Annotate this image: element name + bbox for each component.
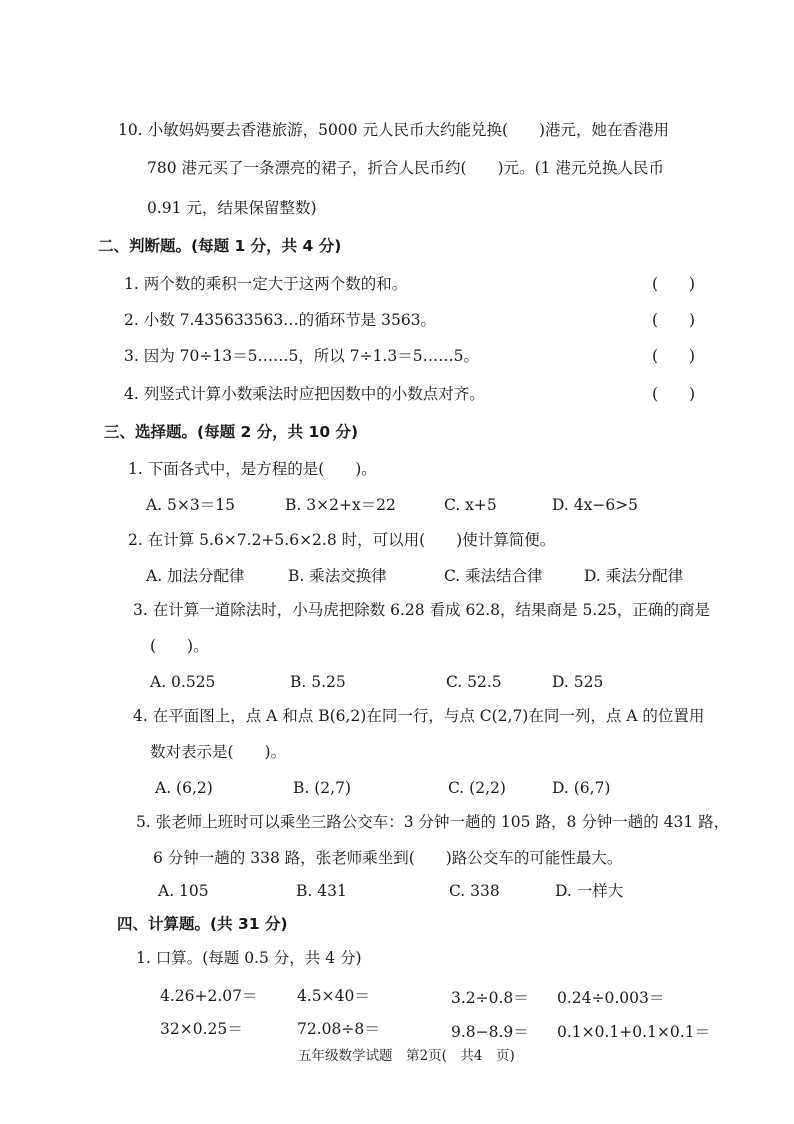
choice-q3-option-a[interactable]: A. 0.525 xyxy=(150,673,216,691)
choice-q1-stem: 1. 下面各式中，是方程的是( )。 xyxy=(128,460,377,478)
page-footer: 五年级数学试题 第2页( 共4 页) xyxy=(298,1048,515,1064)
fill-q10-line3: 0.91 元，结果保留整数) xyxy=(147,199,317,217)
judge-section-title: 二、判断题。(每题 1 分，共 4 分) xyxy=(98,237,342,255)
judge-answer-1[interactable]: ( ) xyxy=(652,275,696,293)
choice-q4-stem-line1: 4. 在平面图上，点 A 和点 B(6,2)在同一行，与点 C(2,7)在同一列，点 A 的位置用 xyxy=(133,707,705,725)
choice-q2-option-d[interactable]: D. 乘法分配律 xyxy=(584,567,684,585)
choice-q2-option-a[interactable]: A. 加法分配律 xyxy=(146,567,245,585)
choice-q2-option-c[interactable]: C. 乘法结合律 xyxy=(444,567,543,585)
calc-row1-item4: 0.24÷0.003＝ xyxy=(557,989,665,1007)
calc-row2-item4: 0.1×0.1+0.1×0.1＝ xyxy=(557,1023,711,1041)
judge-item-1: 1. 两个数的乘积一定大于这两个数的和。 xyxy=(124,275,408,293)
choice-q3-stem-line1: 3. 在计算一道除法时，小马虎把除数 6.28 看成 62.8，结果商是 5.25，正确的商是 xyxy=(133,601,710,619)
choice-q3-option-d[interactable]: D. 525 xyxy=(552,673,604,691)
choice-q3-stem-line2: ( )。 xyxy=(150,637,209,655)
fill-q10-line2: 780 港元买了一条漂亮的裙子，折合人民币约( )元。(1 港元兑换人民币 xyxy=(147,159,664,177)
calc-row2-item3: 9.8−8.9＝ xyxy=(451,1023,529,1041)
judge-item-3: 3. 因为 70÷13＝5……5，所以 7÷1.3＝5……5。 xyxy=(124,347,479,365)
choice-q3-option-b[interactable]: B. 5.25 xyxy=(290,673,346,691)
choice-q2-stem: 2. 在计算 5.6×7.2+5.6×2.8 时，可以用( )使计算简便。 xyxy=(128,531,556,549)
choice-q4-option-b[interactable]: B. (2,7) xyxy=(293,779,351,797)
choice-q5-option-b[interactable]: B. 431 xyxy=(296,882,347,900)
choice-section-title: 三、选择题。(每题 2 分，共 10 分) xyxy=(104,423,359,441)
fill-q10-line1: 10. 小敏妈妈要去香港旅游，5000 元人民币大约能兑换( )港元，她在香港用 xyxy=(118,121,670,139)
choice-q1-option-b[interactable]: B. 3×2+x＝22 xyxy=(285,496,396,514)
judge-item-4: 4. 列竖式计算小数乘法时应把因数中的小数点对齐。 xyxy=(124,385,485,403)
choice-q1-option-a[interactable]: A. 5×3＝15 xyxy=(146,496,235,514)
choice-q4-option-d[interactable]: D. (6,7) xyxy=(552,779,611,797)
calc-section-title: 四、计算题。(共 31 分) xyxy=(117,915,288,933)
judge-answer-3[interactable]: ( ) xyxy=(652,347,696,365)
choice-q1-option-d[interactable]: D. 4x−6>5 xyxy=(552,496,639,514)
calc-row2-item2: 72.08÷8＝ xyxy=(297,1020,380,1038)
choice-q5-option-d[interactable]: D. 一样大 xyxy=(555,882,624,900)
choice-q5-option-c[interactable]: C. 338 xyxy=(449,882,500,900)
choice-q4-stem-line2: 数对表示是( )。 xyxy=(150,743,287,761)
judge-item-2: 2. 小数 7.435633563…的循环节是 3563。 xyxy=(124,311,437,329)
choice-q4-option-c[interactable]: C. (2,2) xyxy=(448,779,506,797)
choice-q1-option-c[interactable]: C. x+5 xyxy=(444,496,497,514)
choice-q2-option-b[interactable]: B. 乘法交换律 xyxy=(288,567,387,585)
calc-row1-item1: 4.26+2.07＝ xyxy=(160,987,258,1005)
choice-q5-option-a[interactable]: A. 105 xyxy=(158,882,209,900)
calc-sub1-title: 1. 口算。(每题 0.5 分，共 4 分) xyxy=(136,949,362,967)
calc-row2-item1: 32×0.25＝ xyxy=(160,1020,243,1038)
judge-answer-2[interactable]: ( ) xyxy=(652,311,696,329)
choice-q5-stem-line1: 5. 张老师上班时可以乘坐三路公交车：3 分钟一趟的 105 路，8 分钟一趟的 431 路， xyxy=(136,813,730,831)
choice-q4-option-a[interactable]: A. (6,2) xyxy=(155,779,213,797)
choice-q5-stem-line2: 6 分钟一趟的 338 路，张老师乘坐到( )路公交车的可能性最大。 xyxy=(153,849,623,867)
calc-row1-item3: 3.2÷0.8＝ xyxy=(451,989,529,1007)
calc-row1-item2: 4.5×40＝ xyxy=(297,987,370,1005)
choice-q3-option-c[interactable]: C. 52.5 xyxy=(446,673,502,691)
judge-answer-4[interactable]: ( ) xyxy=(652,385,696,403)
